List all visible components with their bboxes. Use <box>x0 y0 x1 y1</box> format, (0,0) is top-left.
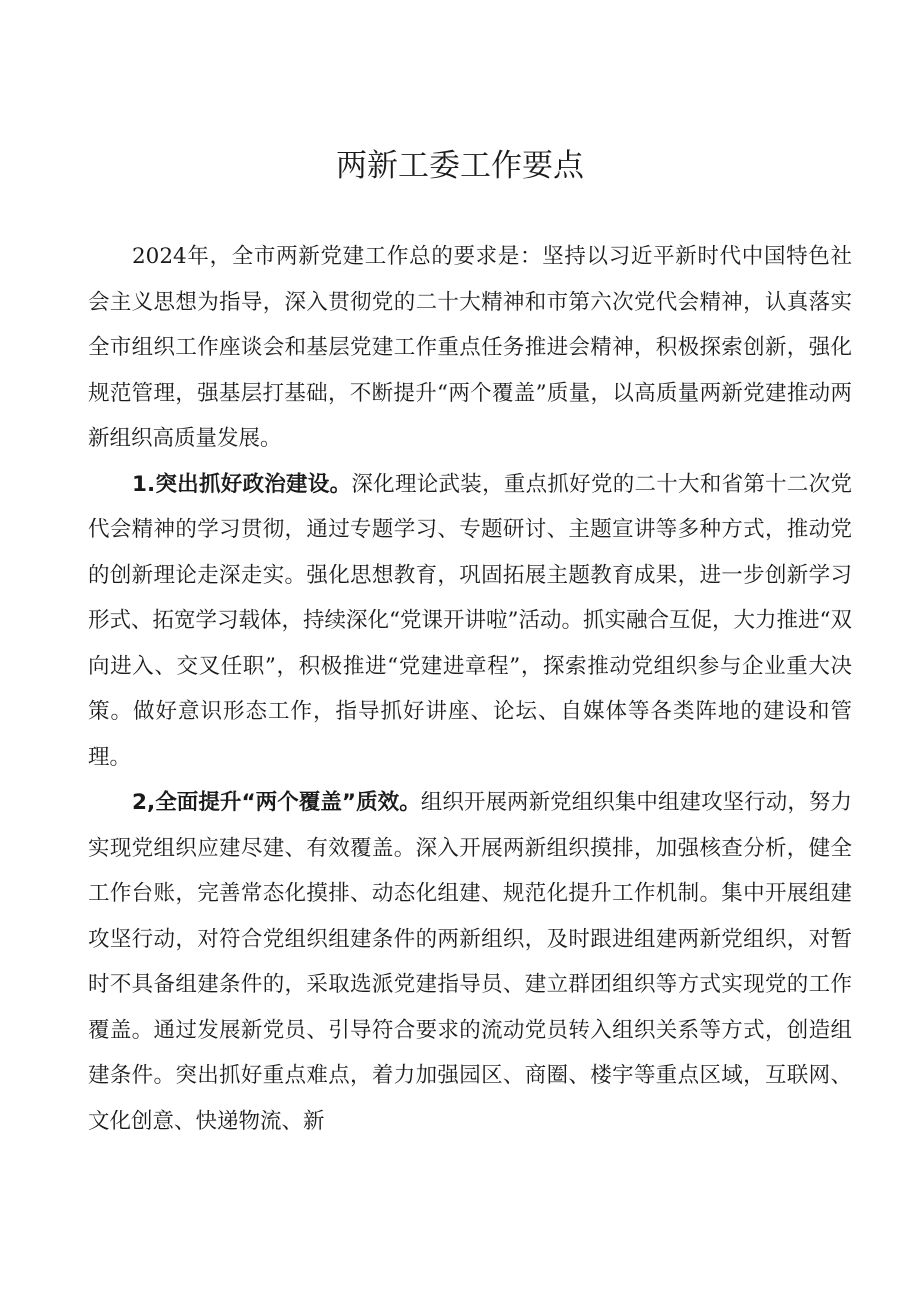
section-paragraph-2 <box>88 780 852 1144</box>
intro-paragraph: 2024年，全市两新党建工作总的要求是：坚持以习近平新时代中国特色社会主义思想为指导，深入贯彻党的二十大精神和市第六次党代会精神，认真落实全市组织工作座谈会和基层党建工作重点任务推进会精神，积极探索创新，强化规范管理，强基层打基础，不断提升“两个覆盖”质量，以高质量两新党建推动两新组织高质量发展。 <box>88 244 852 451</box>
section-text-2: 组织开展两新党组织集中组建攻坚行动，努力实现党组织应建尽建、有效覆盖。深入开展两新组织摸排，加强核查分析，健全工作台账，完善常态化摸排、动态化组建、规范化提升工作机制。集中开展组建攻坚行动，对符合党组织组建条件的两新组织，及时跟进组建两新党组织，对暂时不具备组建条件的，采取选派党建指导员、建立群团组织等方式实现党的工作覆盖。通过发展新党员、引导符合要求的流动党员转入组织关系等方式，创造组建条件。突出抓好重点难点，着力加强园区、商圈、楼宇等重点区域，互联网、文化创意、快递物流、新 <box>88 790 852 1134</box>
section-heading-1: 1.突出抓好政治建设。 <box>132 471 352 497</box>
section-heading-2: 2,全面提升“两个覆盖”质效。 <box>132 790 421 815</box>
document-body <box>88 234 852 1144</box>
section-paragraph-1 <box>88 462 852 781</box>
document-title: 两新工委工作要点 <box>336 148 584 184</box>
section-text-1: 深化理论武装，重点抓好党的二十大和省第十二次党代会精神的学习贯彻，通过专题学习、专题研讨、主题宣讲等多种方式，推动党的创新理论走深走实。强化思想教育，巩固拓展主题教育成果，进一步创新学习形式、拓宽学习载体，持续深化“党课开讲啦”活动。抓实融合互促，大力推进“双向进入、交叉任职”，积极推进“党建进章程”，探索推动党组织参与企业重大决策。做好意识形态工作，指导抓好讲座、论坛、自媒体等各类阵地的建设和管理。 <box>88 471 852 770</box>
